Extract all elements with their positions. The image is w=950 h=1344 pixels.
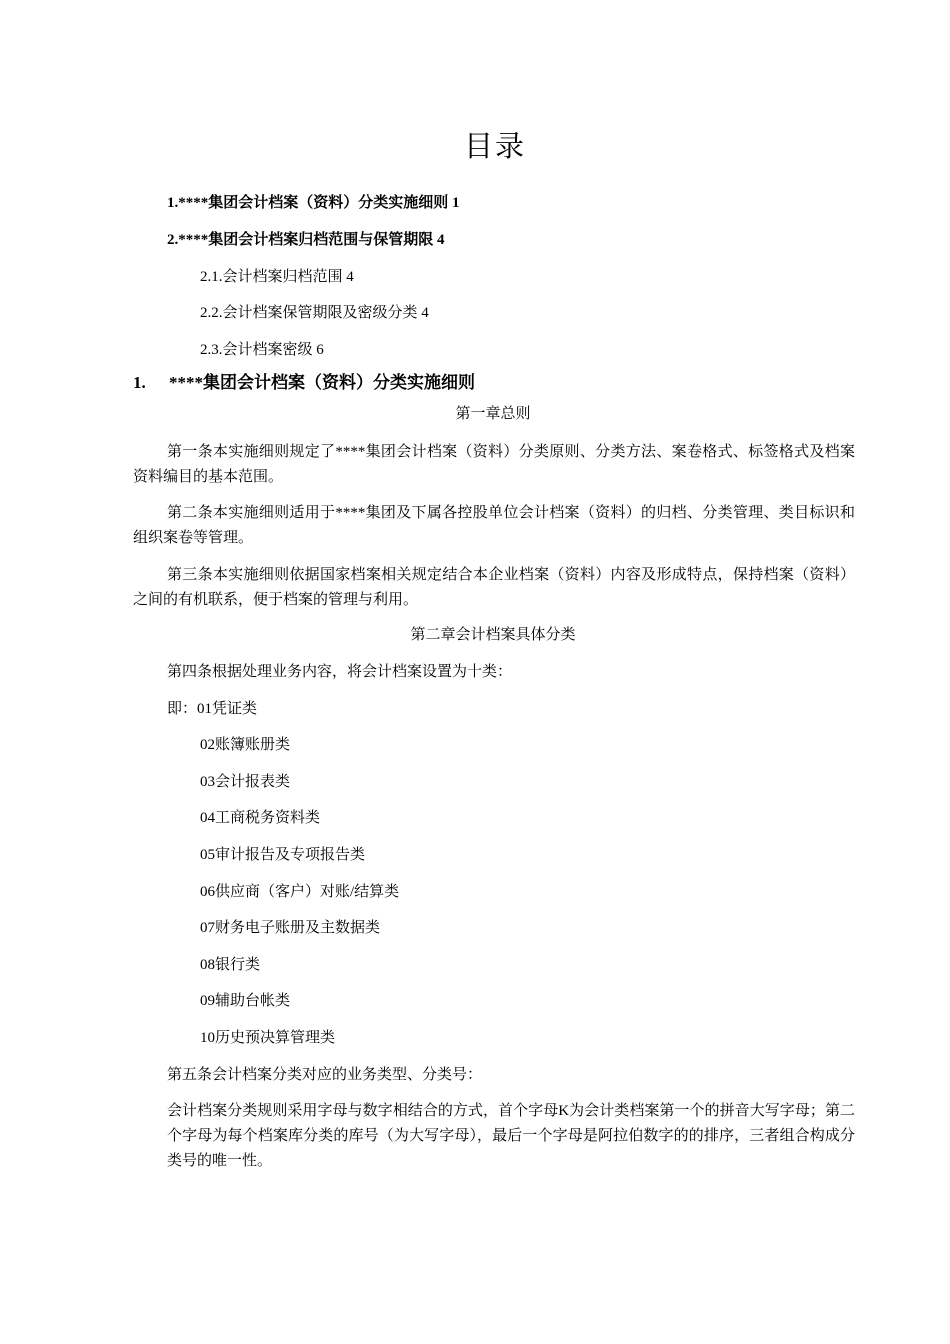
category-item: 04工商税务资料类 [200,810,321,826]
chapter-title: 第二章会计档案具体分类 [410,627,576,643]
article-paragraph: 第四条根据处理业务内容，将会计档案设置为十类： [167,664,513,680]
category-item: 03会计报表类 [200,774,291,790]
category-item: 07财务电子账册及主数据类 [200,920,381,936]
toc-title: 目录 [463,131,526,163]
category-item: 05审计报告及专项报告类 [200,847,366,863]
category-item: 06供应商（客户）对账/结算类 [200,884,400,900]
article-paragraph: 第一条本实施细则规定了****集团会计档案（资料）分类原则、分类方法、案卷格式、标签格式及档案资料编目的基本范围。 [133,444,855,485]
article-paragraph: 第五条会计档案分类对应的业务类型、分类号： [167,1067,483,1083]
toc-entry[interactable]: 2.3.会计档案密级 6 [200,342,324,358]
category-item: 02账簿账册类 [200,737,291,753]
category-item: 08银行类 [200,957,261,973]
article-paragraph: 第二条本实施细则适用于****集团及下属各控股单位会计档案（资料）的归档、分类管理、类目标识和组织案卷等管理。 [133,505,855,546]
toc-entry[interactable]: 2.1.会计档案归档范围 4 [200,269,354,285]
chapter-title: 第一章总则 [455,406,531,422]
toc-entry[interactable]: 2.2.会计档案保管期限及密级分类 4 [200,305,429,321]
category-item: 09辅助台帐类 [200,993,291,1009]
rule-paragraph: 会计档案分类规则采用字母与数字相结合的方式，首个字母K为会计类档案第一个的拼音大写字母；第二个字母为每个档案库分类的库号（为大写字母），最后一个字母是阿拉伯数字的的排序，三者组合构成分类号的唯一性。 [167,1103,855,1169]
section-number: 1. [133,373,146,392]
category-item: 10历史预决算管理类 [200,1030,336,1046]
article-paragraph: 第三条本实施细则依据国家档案相关规定结合本企业档案（资料）内容及形成特点，保持档案（资料）之间的有机联系，便于档案的管理与利用。 [133,567,855,608]
category-item: 即：01凭证类 [167,701,258,717]
section-title: ****集团会计档案（资料）分类实施细则 [169,373,475,392]
toc-entry[interactable]: 2.****集团会计档案归档范围与保管期限 4 [167,232,445,248]
section-heading [133,370,475,396]
toc-entry[interactable]: 1.****集团会计档案（资料）分类实施细则 1 [167,195,460,211]
